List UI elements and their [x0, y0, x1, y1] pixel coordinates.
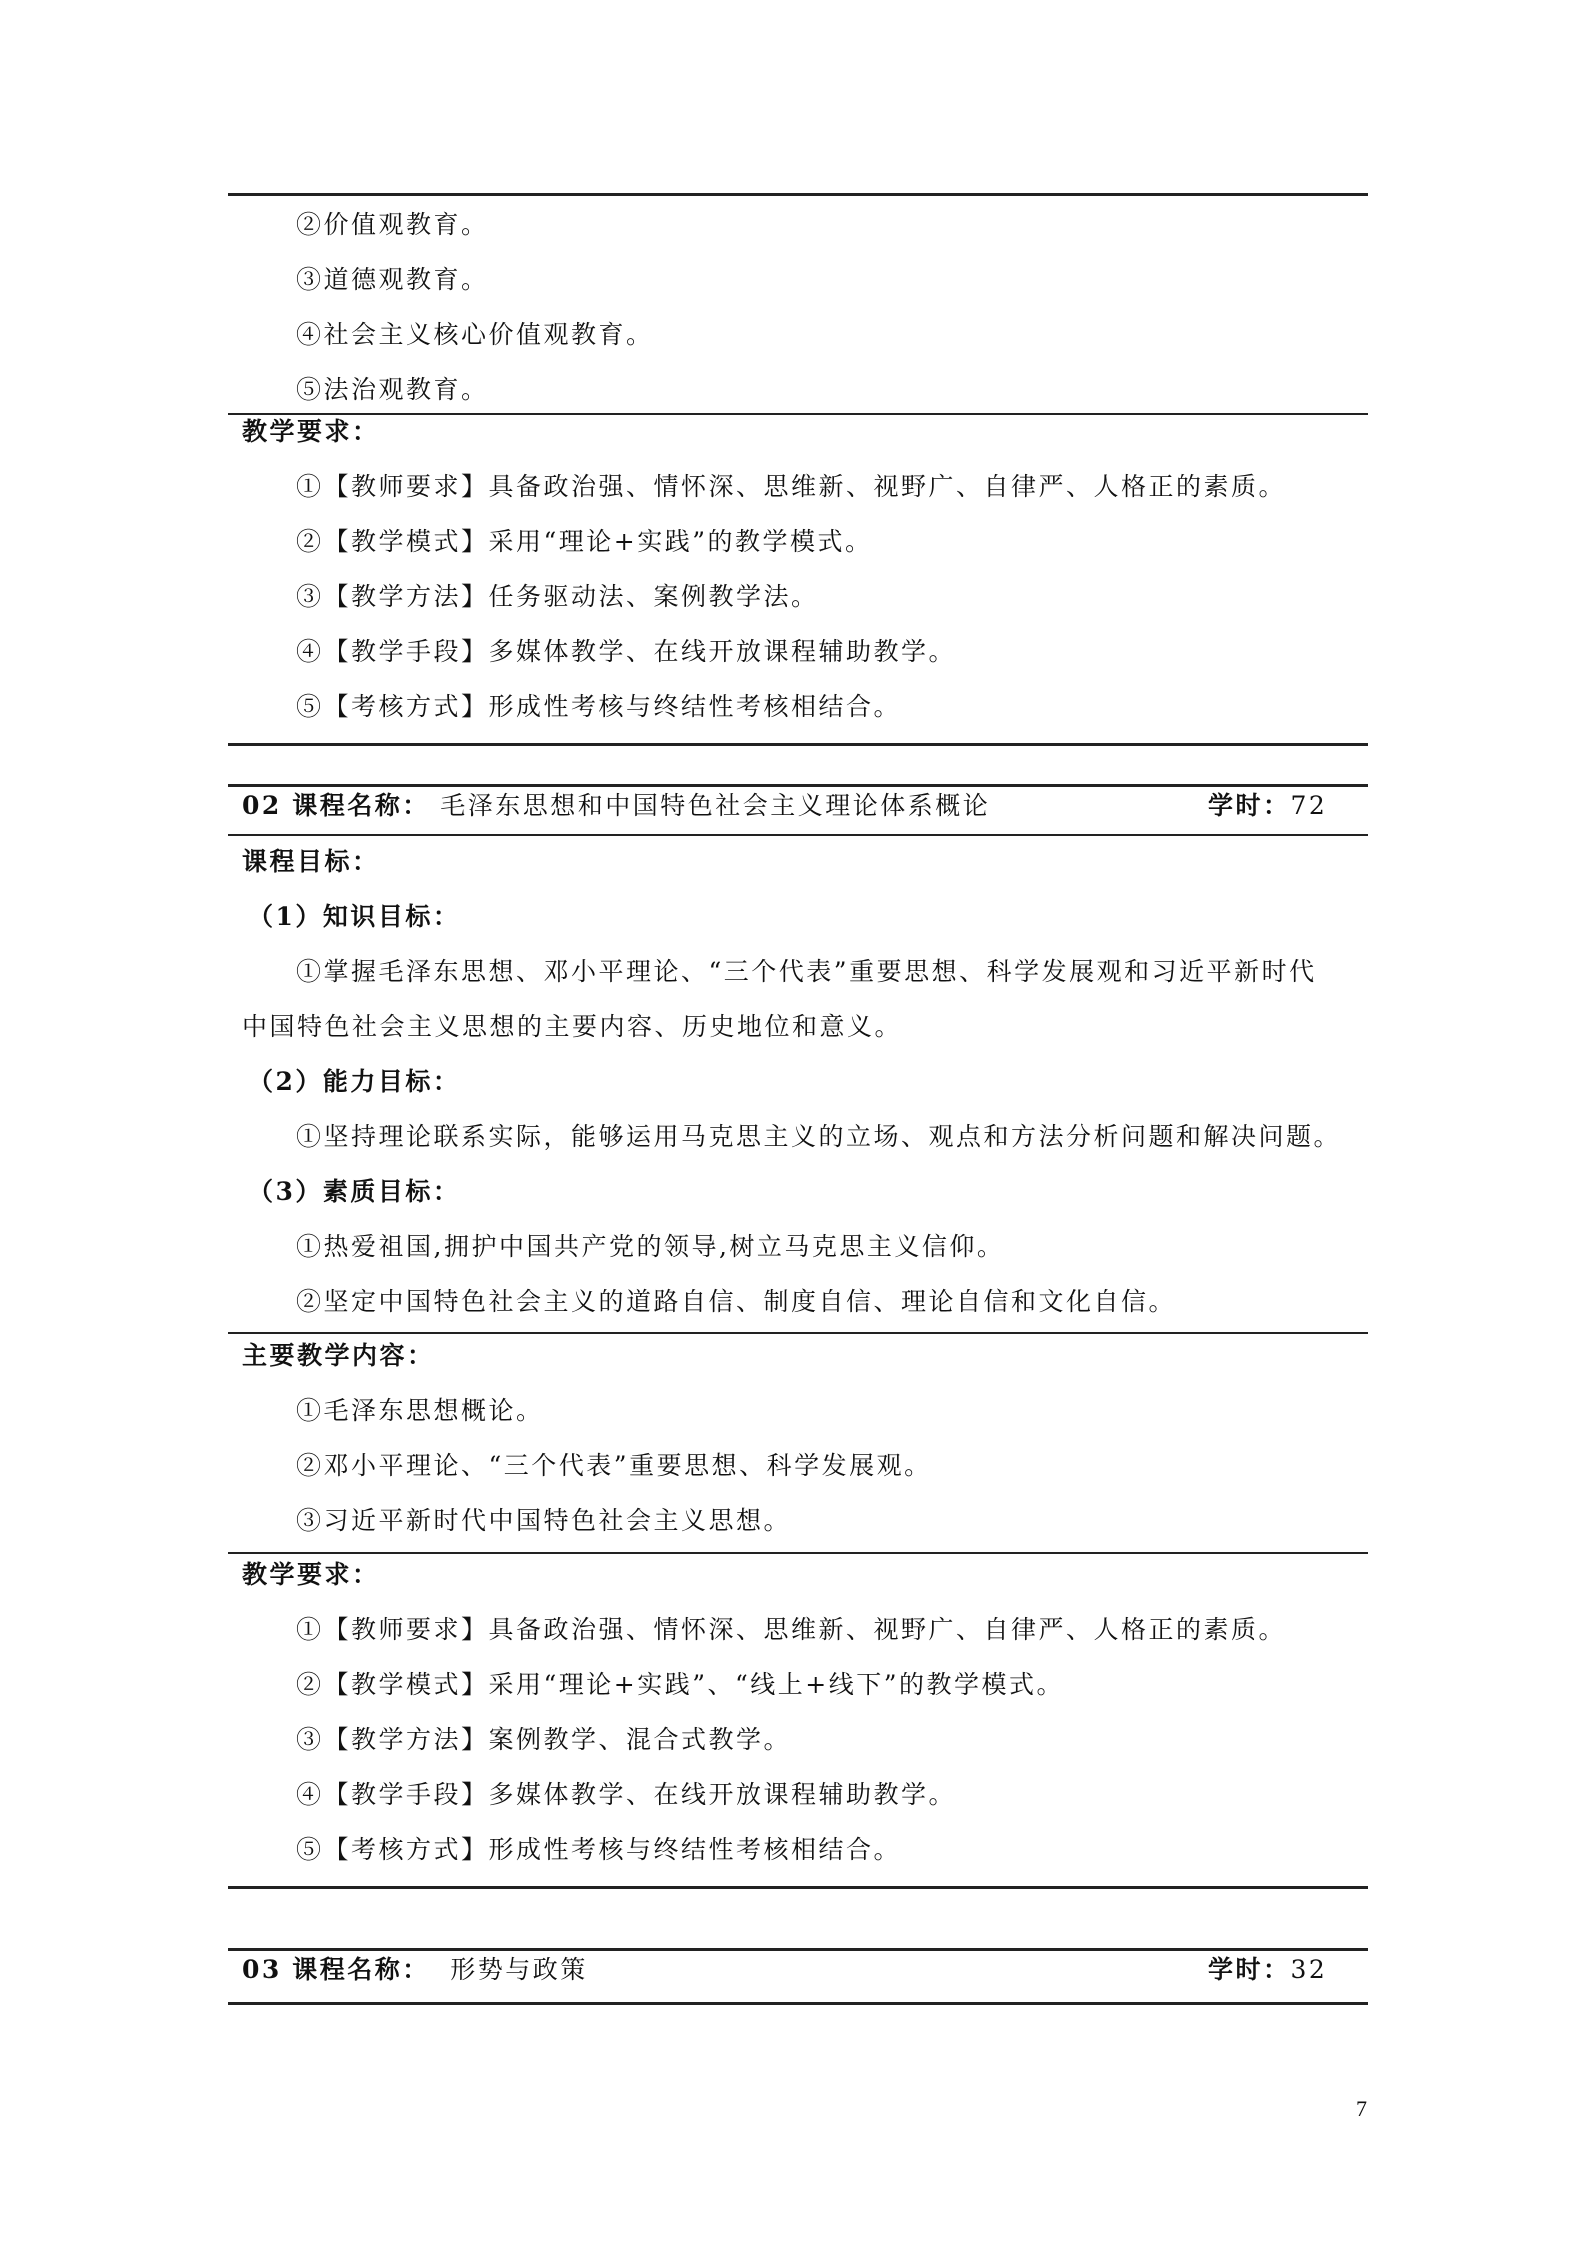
table-bottom-rule: [228, 743, 1368, 746]
list-item: ①掌握毛泽东思想、邓小平理论、“三个代表”重要思想、科学发展观和习近平新时代: [296, 957, 1317, 986]
list-item: ②邓小平理论、“三个代表”重要思想、科学发展观。: [296, 1451, 932, 1480]
list-item: ②【教学模式】采用“理论+实践”、“线上+线下”的教学模式。: [296, 1670, 1065, 1699]
section-heading: 主要教学内容：: [242, 1341, 435, 1370]
list-item-continuation: 中国特色社会主义思想的主要内容、历史地位和意义。: [242, 1012, 903, 1041]
course-name: 毛泽东思想和中国特色社会主义理论体系概论: [440, 791, 991, 820]
list-item: ④【教学手段】多媒体教学、在线开放课程辅助教学。: [296, 637, 957, 666]
course-number: 03: [242, 1955, 282, 1984]
course-hours: [1208, 778, 1327, 833]
list-item: ⑤【考核方式】形成性考核与终结性考核相结合。: [296, 1835, 902, 1864]
hours-value: 72: [1290, 791, 1328, 820]
list-item: ①坚持理论联系实际，能够运用马克思主义的立场、观点和方法分析问题和解决问题。: [296, 1122, 1342, 1151]
list-item: ②【教学模式】采用“理论+实践”的教学模式。: [296, 527, 873, 556]
hours-label: 学时：: [1208, 791, 1291, 820]
course02-goals: [228, 834, 1368, 1329]
course01-content-tail: [228, 197, 1368, 412]
list-item: ⑤法治观教育。: [296, 375, 489, 404]
course-name: 形势与政策: [450, 1955, 588, 1984]
course02-content: [228, 1328, 1368, 1548]
course02-title-row: [228, 778, 1368, 834]
list-item: ③【教学方法】任务驱动法、案例教学法。: [296, 582, 819, 611]
course-name-label: 课程名称：: [292, 1955, 430, 1984]
list-item: ①热爱祖国,拥护中国共产党的领导,树立马克思主义信仰。: [296, 1232, 1005, 1261]
list-item: ②坚定中国特色社会主义的道路自信、制度自信、理论自信和文化自信。: [296, 1287, 1177, 1316]
list-item: ③习近平新时代中国特色社会主义思想。: [296, 1506, 792, 1535]
list-item: ④社会主义核心价值观教育。: [296, 320, 654, 349]
section-heading: 教学要求：: [242, 1560, 380, 1589]
course03-title-row: [228, 1942, 1368, 1998]
list-item: ①【教师要求】具备政治强、情怀深、思维新、视野广、自律严、人格正的素质。: [296, 1615, 1287, 1644]
list-item: ①毛泽东思想概论。: [296, 1396, 544, 1425]
sub-heading: （3）素质目标：: [248, 1177, 461, 1206]
course01-requirements: [228, 404, 1368, 734]
list-item: ③【教学方法】案例教学、混合式教学。: [296, 1725, 792, 1754]
table-bottom-rule: [228, 2002, 1368, 2005]
course02-requirements: [228, 1547, 1368, 1877]
list-item: ③道德观教育。: [296, 265, 489, 294]
list-item: ⑤【考核方式】形成性考核与终结性考核相结合。: [296, 692, 902, 721]
hours-label: 学时：: [1208, 1955, 1291, 1984]
course-name-label: 课程名称：: [292, 791, 430, 820]
page-number: 7: [1356, 2096, 1367, 2121]
table-bottom-rule: [228, 1886, 1368, 1889]
table-top-rule: [228, 193, 1368, 196]
section-heading: 教学要求：: [242, 417, 380, 446]
list-item: ②价值观教育。: [296, 210, 489, 239]
sub-heading: （2）能力目标：: [248, 1067, 461, 1096]
course-number: 02: [242, 791, 282, 820]
section-heading: 课程目标：: [242, 847, 380, 876]
list-item: ①【教师要求】具备政治强、情怀深、思维新、视野广、自律严、人格正的素质。: [296, 472, 1287, 501]
list-item: ④【教学手段】多媒体教学、在线开放课程辅助教学。: [296, 1780, 957, 1809]
hours-value: 32: [1290, 1955, 1328, 1984]
sub-heading: （1）知识目标：: [248, 902, 461, 931]
course-hours: [1208, 1942, 1327, 1997]
